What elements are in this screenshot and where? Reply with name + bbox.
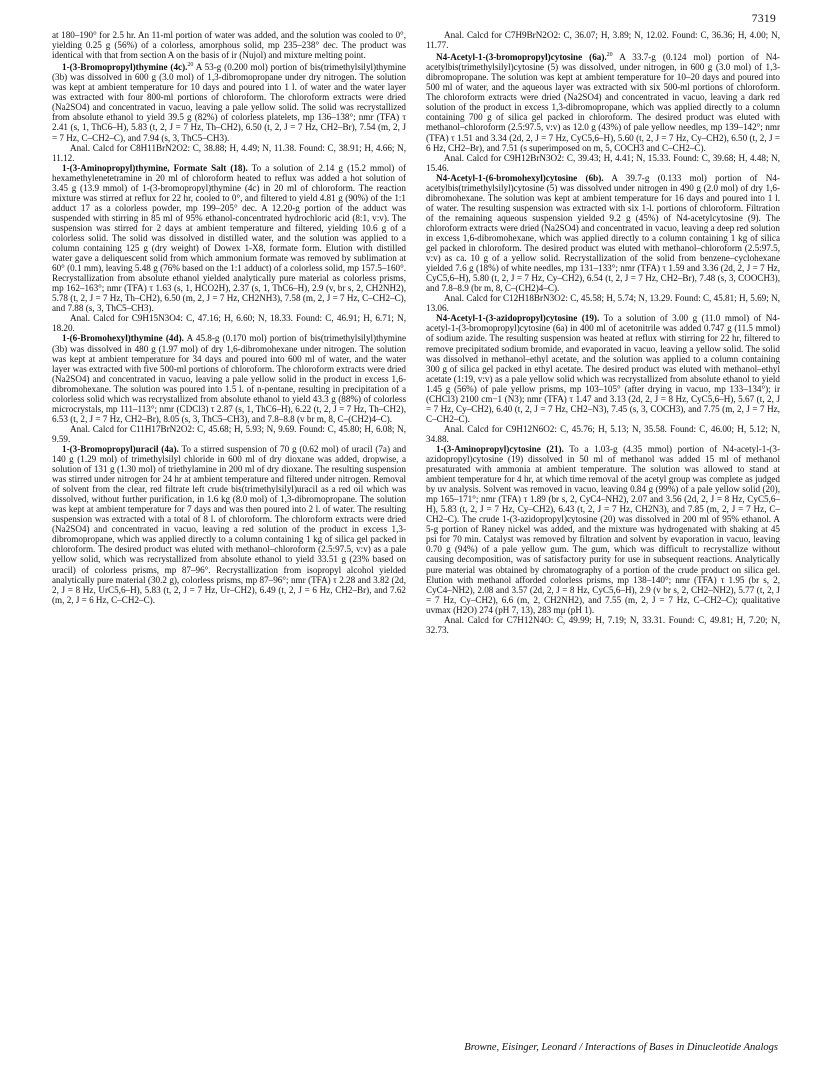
running-footer: Browne, Eisinger, Leonard / Interactions of Bases in Dinucleotide Analogs — [464, 1042, 778, 1053]
compound-heading: 1-(3-Aminopropyl)cytosine (21). — [436, 443, 564, 454]
procedure-text: To a stirred suspension of 70 g (0.62 mol) of uracil (7a) and 140 g (1.29 mol) of trimethylsilyl chloride in 600 ml of dry dioxane was added, dropwise, a solution of 131 g (1.30 mol) of triethylamine in 200 ml of dry dioxane. The resulting suspension was stirred under nitrogen for 24 hr at ambient temperature and filtered under nitrogen. Removal of solvent from the clear, red filtrate left crude bis(trimethylsilyl)uracil as a red oil which was dissolved, without further purification, in 1.6 kg (8.0 mol) of 1,3-dibromopropane. The solution was kept at ambient temperature for 7 days and was then poured into 2 l. of water. The resulting suspension was extracted with a total of 8 l. of chloroform. The chloroform extracts were dried (Na2SO4) and concentrated in vacuo, leaving a red solution of the product in excess 1,3-dibromopropane, which was applied directly to a column containing 1 kg of silica gel packed in chloroform. The desired product was eluted with methanol–chloroform (2.5:97.5, v:v) as a pale yellow solid, which was recrystallized from absolute ethanol to yield 33.51 g (23% based on uracil) of colorless prisms, mp 87–96°. Recrystallization from isopropyl alcohol yielded analytically pure material (30.2 g), colorless prisms, mp 87–96°; nmr (TFA) τ 2.28 and 3.82 (2d, 2, J = 8 Hz, UrC5,6–H), 5.83 (t, 2, J = 7 Hz, Ur–CH2), 6.49 (t, 2, J = 6 Hz, CH2–Br), and 7.62 (m, 2, J = 6 Hz, C–CH2–C). — [52, 443, 406, 605]
procedure-paragraph — [52, 333, 406, 423]
elemental-analysis: Anal. Calcd for C9H12N6O2: C, 45.76; H, 5.13; N, 35.58. Found: C, 46.00; H, 5.12; N, 34.88. — [426, 423, 780, 444]
procedure-text: A 39.7-g (0.133 mol) portion of N4-acetylbis(trimethylsilyl)cytosine (5) was dissolved under nitrogen in 490 g (2.0 mol) of dry 1,6-dibromohexane. The solution was kept at ambient temperature for 16 days and poured into 1 l. of water. The resulting suspension was extracted with six 1-l. portions of chloroform. Filtration of the remaining aqueous suspension yielded 9.2 g (45%) of N4-acetylcytosine (9). The chloroform extracts were dried (Na2SO4) and concentrated in vacuo, leaving a deep red solution in excess 1,6-dibromohexane, which was applied directly to a column containing 1 kg of silica gel packed in chloroform. The desired product was eluted with methanol–chloroform (2.5:97.5, v:v) as ca. 10 g of a yellow solid. Recrystallization of the solid from benzene–cyclohexane yielded 7.6 g (18%) of white needles, mp 131–133°; nmr (TFA) τ 1.59 and 3.36 (2d, 2, J = 7 Hz, CyC5,6–H), 5.80 (t, 2, J = 7 Hz, Cy–CH2), 6.54 (t, 2, J = 7 Hz, CH2–Br), 7.48 (s, 3, COOCH3), and 7.8–8.9 (br m, 8, C–(CH2)4–C). — [426, 172, 780, 294]
elemental-analysis: Anal. Calcd for C8H11BrN2O2: C, 38.88; H, 4.49; N, 11.38. Found: C, 38.91; H, 4.66; N, 11.12. — [52, 142, 406, 163]
compound-heading: N4-Acetyl-1-(3-bromopropyl)cytosine (6a). — [436, 52, 607, 63]
elemental-analysis: Anal. Calcd for C11H17BrN2O2: C, 45.68; H, 5.93; N, 9.69. Found: C, 45.80; H, 6.08; N, 9.59. — [52, 423, 406, 444]
procedure-text: To a solution of 3.00 g (11.0 mmol) of N4-acetyl-1-(3-bromopropyl)cytosine (6a) in 400 ml of acetonitrile was added 0.747 g (11.5 mmol) of sodium azide. The resulting suspension was heated at reflux with stirring for 22 hr, filtered to remove precipitated sodium bromide, and evaporated in vacuo, leaving a yellow solid. The solid was dissolved in methanol–ethyl acetate, and the solution was applied to a column containing 300 g of silica gel packed in ethyl acetate. The desired product was eluted with methanol–ethyl acetate (1:19, v:v) as a pale yellow solid which was recrystallized from absolute ethanol to yield 1.45 g (56%) of pale yellow prisms, mp 103–105° (after drying in vacuo, mp 133–134°); ir (CHCl3) 2100 cm−1 (N3); nmr (TFA) τ 1.47 and 3.13 (2d, 2, J = 8 Hz, CyC5,6–H), 5.67 (t, 2, J = 7 Hz, Cy–CH2), 6.40 (t, 2, J = 7 Hz, CH2–N3), 7.45 (s, 3, COCH3), and 7.75 (m, 2, J = 7 Hz, C–CH2–C). — [426, 313, 780, 424]
elemental-analysis: Anal. Calcd for C7H9BrN2O2: C, 36.07; H, 3.89; N, 12.02. Found: C, 36.36; H, 4.00; N, 11.77. — [426, 30, 780, 51]
right-column — [426, 30, 780, 1030]
procedure-paragraph — [52, 163, 406, 314]
compound-heading: 1-(3-Bromopropyl)thymine (4c). — [62, 62, 188, 73]
elemental-analysis: Anal. Calcd for C12H18BrN3O2: C, 45.58; H, 5.74; N, 13.29. Found: C, 45.81; H, 5.69; N, 13.06. — [426, 293, 780, 314]
procedure-text: A 45.8-g (0.170 mol) portion of bis(trimethylsilyl)thymine (3b) was dissolved in 480 g (1.97 mol) of dry 1,6-dibromohexane under nitrogen. The solution was kept at ambient temperature for 34 days and poured into 600 ml of water, and the water layer was extracted with five 500-ml portions of chloroform. The chloroform extracts were dried (Na2SO4) and concentrated in vacuo, leaving a pale yellow solid in the product in excess 1,6-dibromohexane. The solution was poured into 1.5 l. of n-pentane, resulting in precipitation of a colorless solid which was recrystallized from absolute ethanol to yield 43.3 g (88%) of colorless microcrystals, mp 111–113°; nmr (CDCl3) τ 2.87 (s, 1, ThC6–H), 6.22 (t, 2, J = 7 Hz, Th–CH2), 6.53 (t, 2, J = 7 Hz, CH2–Br), 8.05 (s, 3, ThC5–CH3), and 7.8–8.8 (v br m, 8, C–(CH2)4–C). — [52, 333, 406, 424]
procedure-paragraph — [426, 313, 780, 424]
reference-superscript: 20 — [187, 62, 194, 69]
left-column — [52, 30, 406, 1030]
procedure-paragraph — [426, 173, 780, 294]
elemental-analysis: Anal. Calcd for C9H15N3O4: C, 47.16; H, 6.60; N, 18.33. Found: C, 46.91; H, 6.71; N, 18.20. — [52, 313, 406, 334]
procedure-text: To a solution of 2.14 g (15.2 mmol) of hexamethylenetetramine in 20 ml of chloroform heated to reflux was added a hot solution of 3.45 g (13.9 mmol) of 1-(3-bromopropyl)thymine (4c) in 20 ml of chloroform. The reaction mixture was stirred at reflux for 22 hr, cooled to 0°, and filtered to yield 4.81 g (90%) of the 1:1 adduct 17 as a colorless powder, mp 199–205° dec. A 12.20-g portion of the adduct was suspended with stirring in 85 ml of 95% ethanol-concentrated hydrochloric acid (8:1, v:v). The suspension was stirred for 2 days at ambient temperature and filtered, yielding 10.6 g of a colorless solid. The solid was dissolved in distilled water, and the solution was applied to a column containing 125 g (dry weight) of Dowex 1-X8, formate form. Elution with distilled water gave a deliquescent solid from which ammonium formate was removed by sublimation at 60° (0.1 mm), leaving 5.48 g (76% based on the 1:1 adduct) of a colorless solid, mp 157.5–160°. Recrystallization from absolute ethanol yielded analytically pure material as colorless prisms, mp 162–163°; nmr (TFA) τ 1.63 (s, 1, HCO2H), 2.37 (s, 1, ThC6–H), 2.9 (v, br s, 2, CH2NH2), 5.78 (t, 2, J = 7 Hz, Th–CH2), 6.50 (m, 2, J = 7 Hz, CH2NH3), 7.58 (m, 2, J = 7 Hz, C–CH2–C), and 7.88 (s, 3, ThC5–CH3). — [52, 162, 406, 314]
procedure-text: A 33.7-g (0.124 mol) portion of N4-acetylbis(trimethylsilyl)cytosine (5) was dissolved, under nitrogen, in 600 g (3.0 mol) of 1,3-dibromopropane. The solution was kept at ambient temperature for 10–20 days and poured into 500 ml of water, and the aqueous layer was extracted with six 500-ml portions of chloroform. The chloroform extracts were dried (Na2SO4) and concentrated in vacuo, leaving a dark red solution of the product in excess 1,3-dibromopropane, which was applied directly to a column containing 700 g of silica gel packed in chloroform. The desired product was eluted with methanol–chloroform (2.5:97.5, v:v) as 12.0 g (43%) of pale yellow needles, mp 139–142°; nmr (TFA) τ 1.51 and 3.34 (2d, 2, J = 7 Hz, CyC5,6–H), 5.60 (t, 2, J = 7 Hz, Cy–CH2), 6.50 (t, 2, J = 6 Hz, CH2–Br), and 7.51 (s superimposed on m, 5, COCH3 and C–CH2–C). — [426, 52, 780, 153]
elemental-analysis: Anal. Calcd for C9H12BrN3O2: C, 39.43; H, 4.41; N, 15.33. Found: C, 39.68; H, 4.48; N, 15.46. — [426, 152, 780, 173]
procedure-text: A 53-g (0.200 mol) portion of bis(trimethylsilyl)thymine (3b) was dissolved in 600 g (3.0 mol) of 1,3-dibromopropane under dry nitrogen. The solution was kept at ambient temperature for 10 days and poured into 1 l. of water and the water layer was extracted with four 800-ml portions of chloroform. The chloroform extracts were dried (Na2SO4) and concentrated in vacuo, leaving a pale yellow solid. The solid was recrystallized from absolute ethanol to yield 39.5 g (82%) of colorless platelets, mp 136–138°; nmr (TFA) τ 2.41 (s, 1, ThC6–H), 5.83 (t, 2, J = 7 Hz, Th–CH2), 6.50 (t, 2, J = 7 Hz, CH2–Br), 7.54 (m, 2, J = 7 Hz, C–CH2–C), and 7.94 (s, 3, ThC5–CH3). — [52, 62, 406, 143]
page-number: 7319 — [751, 13, 776, 25]
procedure-paragraph — [52, 444, 406, 605]
compound-heading: N4-Acetyl-1-(3-azidopropyl)cytosine (19). — [436, 313, 600, 324]
continued-paragraph: at 180–190° for 2.5 hr. An 11-ml portion of water was added, and the solution was cooled to 0°, yielding 0.25 g (56%) of a colorless, amorphous solid, mp 235–238° dec. The product was identical with that from section A on the basis of ir (Nujol) and mixture melting point. — [52, 30, 406, 61]
compound-heading: 1-(3-Bromopropyl)uracil (4a). — [62, 443, 179, 454]
compound-heading: 1-(6-Bromohexyl)thymine (4d). — [62, 333, 184, 344]
compound-heading: 1-(3-Aminopropyl)thymine, Formate Salt (18). — [62, 162, 248, 173]
procedure-text: To a 1.03-g (4.35 mmol) portion of N4-acetyl-1-(3-azidopropyl)cytosine (19) dissolved in 50 ml of methanol was added 15 ml of methanol presaturated with ammonia at ambient temperature. The solution was allowed to stand at ambient temperature for 4 hr, at which time removal of the acetyl group was complete as judged by uv analysis. Solvent was removed in vacuo, leaving 0.84 g (99%) of a pale yellow solid (20), mp 165–171°; nmr (TFA) τ 1.89 (br s, 2, CyC4–NH2), 2.07 and 3.56 (2d, 2, J = 8 Hz, CyC5,6–H), 5.83 (t, 2, J = 7 Hz, Cy–CH2), 6.43 (t, 2, J = 7 Hz, CH2N3), and 7.85 (m, 2, J = 7 Hz, C–CH2–C). The crude 1-(3-azidopropyl)cytosine (20) was dissolved in 200 ml of 95% ethanol. A 5-g portion of Raney nickel was added, and the mixture was hydrogenated with shaking at 45 psi for 70 min. Catalyst was removed by filtration and solvent by evaporation in vacuo, leaving 0.70 g (94%) of a pale yellow gum. The gum, which was difficult to recrystallize without causing decomposition, was of satisfactory purity for use in subsequent reactions. Analytically pure material was obtained by chromatography of a portion of the crude product on silica gel. Elution with methanol afforded colorless prisms, mp 138–140°; nmr (TFA) τ 1.95 (br s, 2, CyC4–NH2), 2.08 and 3.57 (2d, 2, J = 8 Hz, CyC5,6–H), 2.9 (v br s, 2, CH2–NH2), 5.77 (t, 2, J = 7 Hz, Cy–CH2), 6.6 (m, 2, CH2NH2), and 7.55 (m, 2, J = 7 Hz, C–CH2–C); qualitative uvmax (H2O) 274 (pH 7, 13), 283 mμ (pH 1). — [426, 443, 780, 615]
procedure-paragraph — [426, 50, 780, 153]
article-body — [52, 30, 780, 1030]
elemental-analysis: Anal. Calcd for C7H12N4O: C, 49.99; H, 7.19; N, 33.31. Found: C, 49.81; H, 7.20; N, 32.73. — [426, 614, 780, 635]
procedure-paragraph — [426, 444, 780, 615]
procedure-paragraph — [52, 60, 406, 142]
compound-heading: N4-Acetyl-1-(6-bromohexyl)cytosine (6b). — [436, 172, 604, 183]
reference-superscript: 20 — [606, 52, 613, 59]
